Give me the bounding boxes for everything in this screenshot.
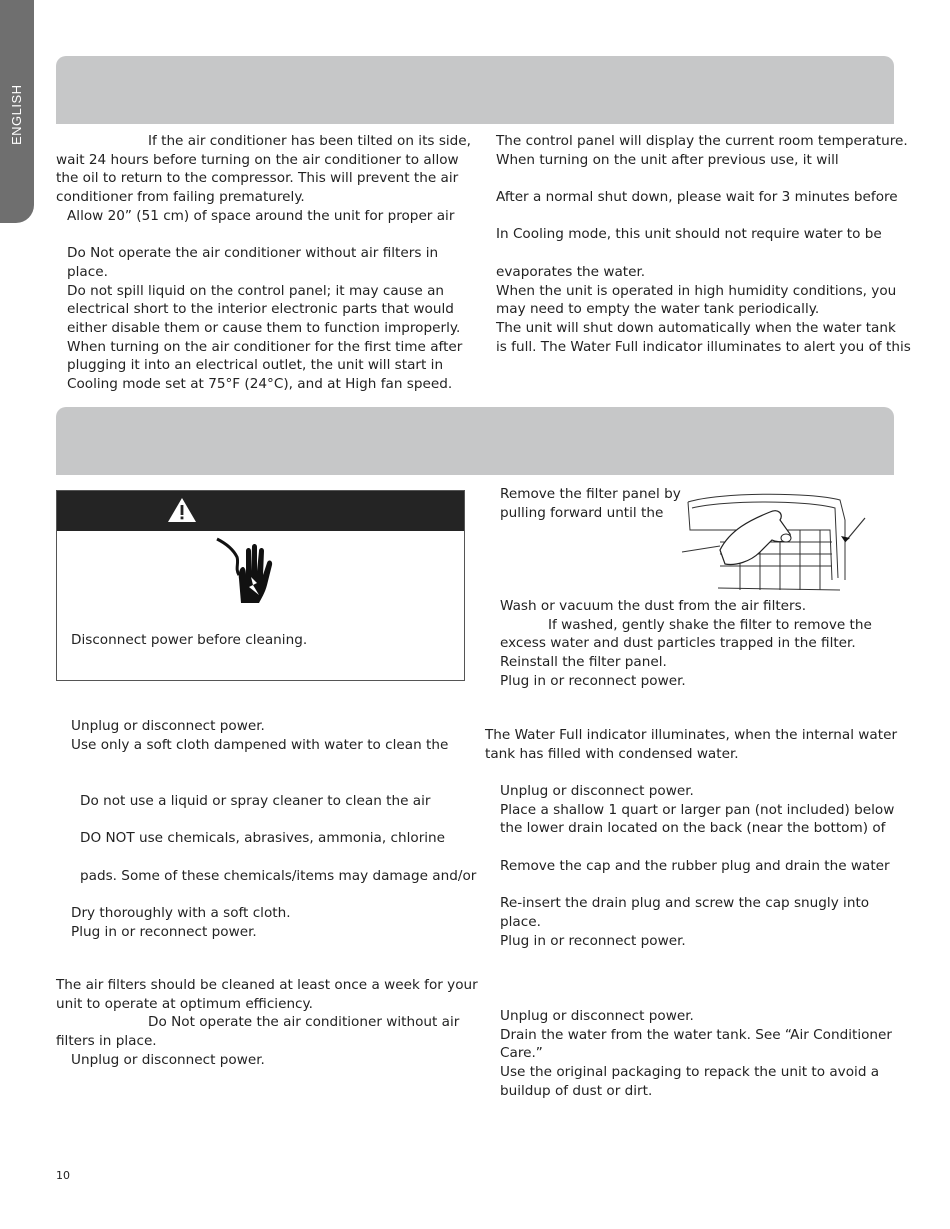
- text-line: pads. Some of these chemicals/items may damage and/or: [80, 867, 477, 884]
- text-line: Place a shallow 1 quart or larger pan (not included) below: [500, 801, 895, 818]
- text-line: [500, 838, 895, 857]
- text-line: [56, 773, 476, 792]
- text-line: The Water Full indicator illuminates, when the internal water: [485, 727, 898, 743]
- text-line: [56, 885, 476, 904]
- text-line: Unplug or disconnect power.: [500, 1008, 694, 1024]
- section-header-banner-2: [56, 407, 894, 475]
- text-line: Unplug or disconnect power.: [71, 1051, 265, 1068]
- text-line: filters in place.: [56, 1033, 157, 1050]
- page-number: 10: [56, 1169, 70, 1182]
- warning-header: [57, 491, 464, 531]
- text-line: tank has filled with condensed water.: [485, 745, 739, 762]
- text-line: unit to operate at optimum efficiency.: [56, 995, 313, 1012]
- language-tab: [0, 0, 34, 223]
- text-line: the lower drain located on the back (near the bottom) of: [500, 820, 886, 837]
- text-line: [56, 225, 476, 244]
- text-line: Use the original packaging to repack the unit to avoid a: [500, 1064, 880, 1081]
- text-line: either disable them or cause them to function improperly.: [67, 319, 461, 336]
- text-line: Care.”: [500, 1045, 543, 1062]
- text-line: [56, 848, 476, 867]
- text-line: Use only a soft cloth dampened with water to clean the: [71, 736, 449, 753]
- text-line: Re-insert the drain plug and screw the cap snugly into: [500, 895, 870, 912]
- text-line: Plug in or reconnect power.: [71, 923, 257, 940]
- filter-cleaning-steps: [500, 597, 890, 690]
- text-line: [496, 244, 896, 263]
- electric-shock-hazard-icon: [215, 537, 279, 609]
- text-line: Do not spill liquid on the control panel; it may cause an: [67, 282, 445, 299]
- text-line: Wash or vacuum the dust from the air filters.: [500, 598, 807, 614]
- text-line: place.: [500, 913, 541, 930]
- text-line: Reinstall the filter panel.: [500, 654, 667, 671]
- drain-intro: [485, 726, 898, 763]
- text-line: the oil to return to the compressor. This will prevent the air: [56, 170, 459, 187]
- text-line: conditioner from failing prematurely.: [56, 189, 305, 206]
- text-line: Plug in or reconnect power.: [500, 932, 686, 949]
- text-line: Plug in or reconnect power.: [500, 672, 686, 689]
- text-line: When turning on the air conditioner for the first time after: [67, 338, 463, 355]
- section1-left-column: [56, 132, 476, 394]
- text-line: The unit will shut down automatically when the water tank: [496, 319, 896, 336]
- text-line: Unplug or disconnect power.: [71, 718, 265, 734]
- text-line: If washed, gently shake the filter to remove the: [548, 616, 872, 633]
- warning-text: Disconnect power before cleaning.: [71, 632, 308, 648]
- text-line: place.: [67, 263, 108, 280]
- text-line: Remove the cap and the rubber plug and drain the water: [500, 857, 890, 874]
- text-line: buildup of dust or dirt.: [500, 1082, 653, 1099]
- text-line: When turning on the unit after previous use, it will: [496, 151, 839, 168]
- text-line: electrical short to the interior electronic parts that would: [67, 301, 454, 318]
- filter-remove-text: [500, 485, 680, 522]
- text-line: Remove the filter panel by: [500, 486, 681, 502]
- text-line: After a normal shut down, please wait for 3 minutes before: [496, 189, 898, 206]
- text-line: may need to empty the water tank periodically.: [496, 301, 820, 318]
- text-line: pulling forward until the: [500, 504, 664, 521]
- text-line: Do Not operate the air conditioner without air: [148, 1014, 460, 1031]
- air-filter-care: [56, 976, 476, 1069]
- cabinet-care-steps: [56, 717, 476, 941]
- text-line: [496, 169, 896, 188]
- text-line: [56, 810, 476, 829]
- text-line: Do not use a liquid or spray cleaner to clean the air: [80, 792, 431, 809]
- text-line: evaporates the water.: [496, 263, 646, 280]
- text-line: [500, 875, 895, 894]
- text-line: Dry thoroughly with a soft cloth.: [71, 904, 291, 921]
- text-line: Drain the water from the water tank. See “Air Conditioner: [500, 1026, 892, 1043]
- text-line: Unplug or disconnect power.: [500, 783, 694, 799]
- text-line: excess water and dust particles trapped in the filter.: [500, 635, 856, 652]
- text-line: Do Not operate the air conditioner without air filters in: [67, 245, 439, 262]
- text-line: [496, 207, 896, 226]
- text-line: [56, 754, 476, 773]
- text-line: Cooling mode set at 75°F (24°C), and at High fan speed.: [67, 375, 453, 392]
- text-line: The control panel will display the current room temperature.: [496, 133, 908, 149]
- section1-right-column: [496, 132, 911, 356]
- warning-box: [56, 490, 465, 681]
- language-tab-label: ENGLISH: [9, 84, 24, 145]
- warning-triangle-icon: [167, 497, 197, 523]
- text-line: is full. The Water Full indicator illuminates to alert you of this: [496, 338, 911, 355]
- text-line: In Cooling mode, this unit should not require water to be: [496, 226, 882, 243]
- text-line: DO NOT use chemicals, abrasives, ammonia, chlorine: [80, 830, 446, 847]
- storage-steps: [500, 1007, 895, 1100]
- text-line: When the unit is operated in high humidity conditions, you: [496, 282, 897, 299]
- text-line: wait 24 hours before turning on the air conditioner to allow: [56, 151, 459, 168]
- drain-steps: [500, 782, 895, 950]
- section-header-banner-1: [56, 56, 894, 124]
- text-line: Allow 20” (51 cm) of space around the unit for proper air: [67, 207, 455, 224]
- text-line: plugging it into an electrical outlet, the unit will start in: [67, 357, 444, 374]
- text-line: If the air conditioner has been tilted on its side,: [148, 133, 471, 149]
- text-line: The air filters should be cleaned at least once a week for your: [56, 977, 478, 993]
- filter-removal-illustration: [680, 490, 870, 595]
